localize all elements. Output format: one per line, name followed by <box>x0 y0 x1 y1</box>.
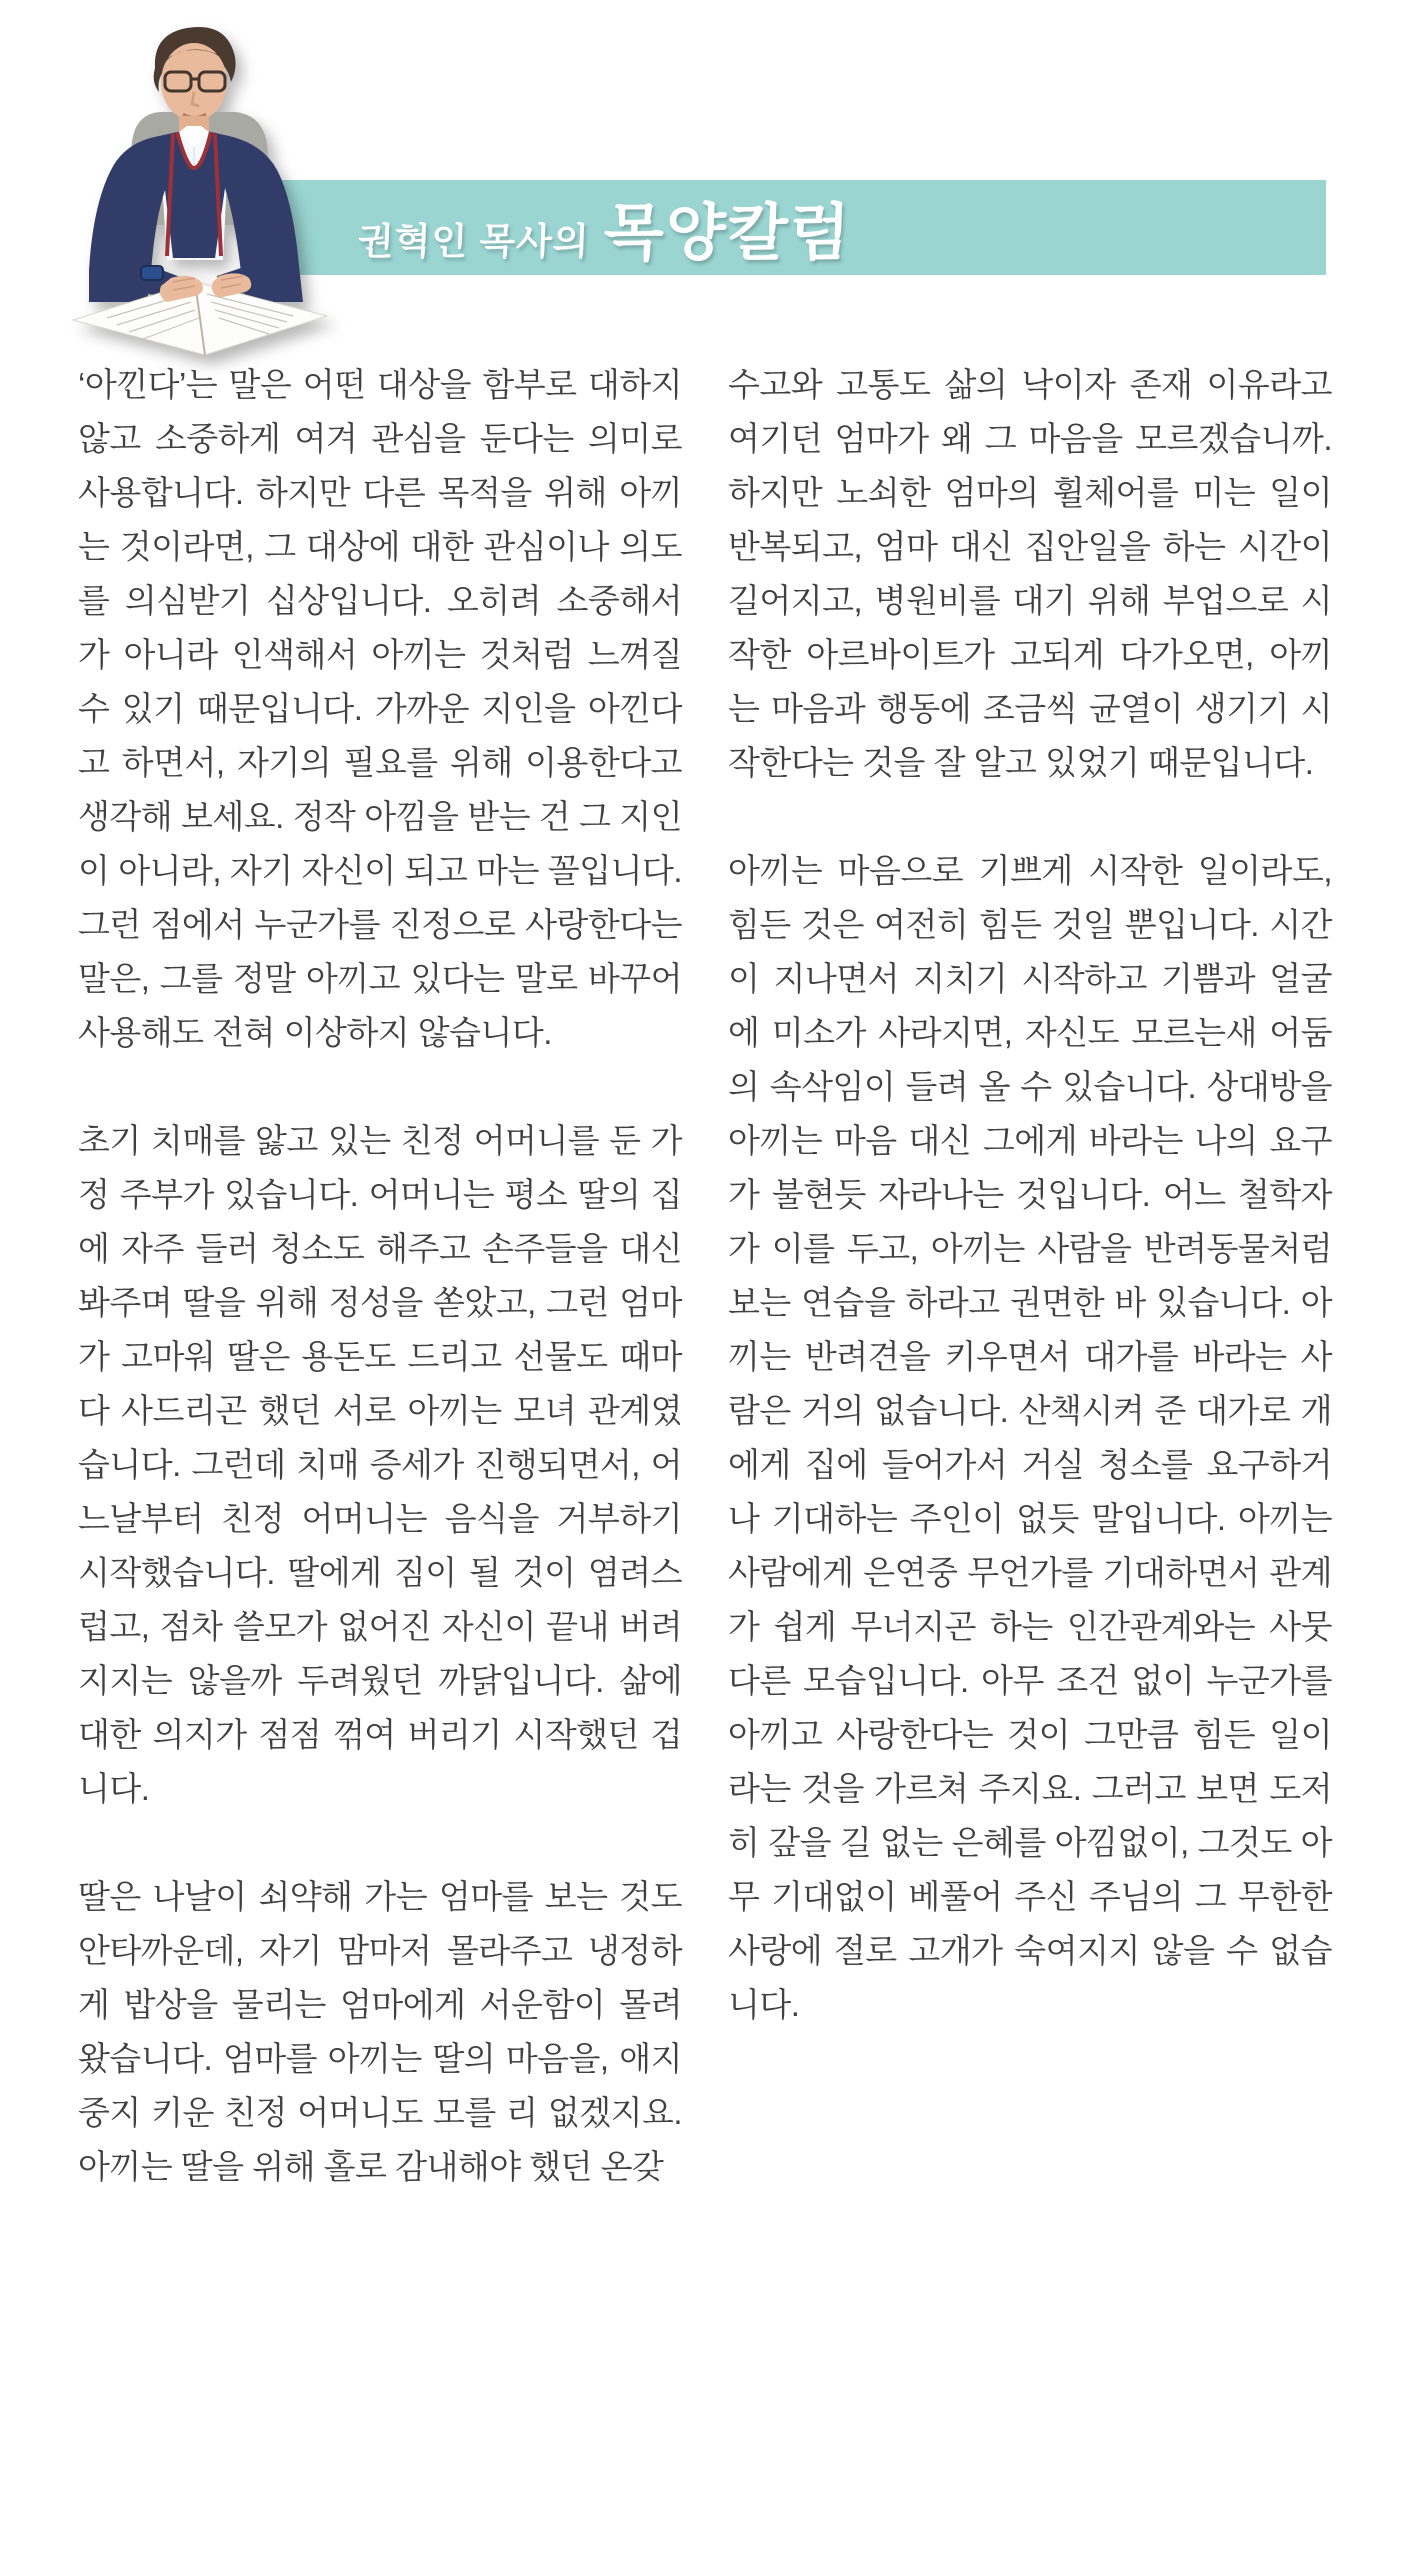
paragraph: 초기 치매를 앓고 있는 친정 어머니를 둔 가정 주부가 있습니다. 어머니는 평소 딸의 집에 자주 들러 청소도 해주고 손주들을 대신 봐주며 딸을 위해 정성을 쏟았고, 그런 엄마가 고마워 딸은 용돈도 드리고 선물도 때마다 사드리곤 했던 서로 아끼는 모녀 관계였습니다. 그런데 치매 증세가 진행되면서, 어느날부터 친정 어머니는 음식을 거부하기 시작했습니다. 딸에게 짐이 될 것이 염려스럽고, 점차 쓸모가 없어진 자신이 끝내 버려지지는 않을까 두려웠던 까닭입니다. 삶에 대한 의지가 점점 꺾여 버리기 시작했던 겁니다. <box>78 1122 682 1807</box>
column-title-banner <box>270 180 1326 275</box>
article-body <box>78 358 1332 2194</box>
paragraph: 아끼는 마음으로 기쁘게 시작한 일이라도, 힘든 것은 여전히 힘든 것일 뿐입니다. 시간이 지나면서 지치기 시작하고 기쁨과 얼굴에 미소가 사라지면, 자신도 모르는새 어둠의 속삭임이 들려 올 수 있습니다. 상대방을 아끼는 마음 대신 그에게 바라는 나의 요구가 불현듯 자라나는 것입니다. 어느 철학자가 이를 두고, 아끼는 사람을 반려동물처럼 보는 연습을 하라고 권면한 바 있습니다. 아끼는 반려견을 키우면서 대가를 바라는 사람은 거의 없습니다. 산책시켜 준 대가로 개에게 집에 들어가서 거실 청소를 요구하거나 기대하는 주인이 없듯 말입니다. 아끼는 사람에게 은연중 무언가를 기대하면서 관계가 쉽게 무너지곤 하는 인간관계와는 사뭇 다른 모습입니다. 아무 조건 없이 누군가를 아끼고 사랑한다는 것이 그만큼 힘든 일이라는 것을 가르쳐 주지요. 그러고 보면 도저히 갚을 길 없는 은혜를 아낌없이, 그것도 아무 기대없이 베풀어 주신 주님의 그 무한한 사랑에 절로 고개가 숙여지지 않을 수 없습니다. <box>728 852 1332 2023</box>
article-left-column <box>78 358 682 2194</box>
column-title-main: 목양칼럼 <box>602 199 853 268</box>
paragraph: ‘아낀다’는 말은 어떤 대상을 함부로 대하지 않고 소중하게 여겨 관심을 둔다는 의미로 사용합니다. 하지만 다른 목적을 위해 아끼는 것이라면, 그 대상에 대한 관심이나 의도를 의심받기 십상입니다. 오히려 소중해서가 아니라 인색해서 아끼는 것처럼 느껴질 수 있기 때문입니다. 가까운 지인을 아낀다고 하면서, 자기의 필요를 위해 이용한다고 생각해 보세요. 정작 아낌을 받는 건 그 지인이 아니라, 자기 자신이 되고 마는 꼴입니다. 그런 점에서 누군가를 진정으로 사랑한다는 말은, 그를 정말 아끼고 있다는 말로 바꾸어 사용해도 전혀 이상하지 않습니다. <box>78 366 682 1051</box>
paragraph: 수고와 고통도 삶의 낙이자 존재 이유라고 여기던 엄마가 왜 그 마음을 모르겠습니까. 하지만 노쇠한 엄마의 휠체어를 미는 일이 반복되고, 엄마 대신 집안일을 하는 시간이 길어지고, 병원비를 대기 위해 부업으로 시작한 아르바이트가 고되게 다가오면, 아끼는 마음과 행동에 조금씩 균열이 생기기 시작한다는 것을 잘 알고 있었기 때문입니다. <box>728 366 1332 781</box>
article-right-column <box>728 358 1332 2194</box>
paragraph: 딸은 나날이 쇠약해 가는 엄마를 보는 것도 안타까운데, 자기 맘마저 몰라주고 냉정하게 밥상을 물리는 엄마에게 서운함이 몰려왔습니다. 엄마를 아끼는 딸의 마음을, 애지중지 키운 친정 어머니도 모를 리 없겠지요. 아끼는 딸을 위해 홀로 감내해야 했던 온갖 <box>78 1878 682 2185</box>
pastor-photo <box>55 20 345 355</box>
column-title-prefix: 권혁인 목사의 <box>357 221 591 262</box>
column-title <box>270 183 851 272</box>
